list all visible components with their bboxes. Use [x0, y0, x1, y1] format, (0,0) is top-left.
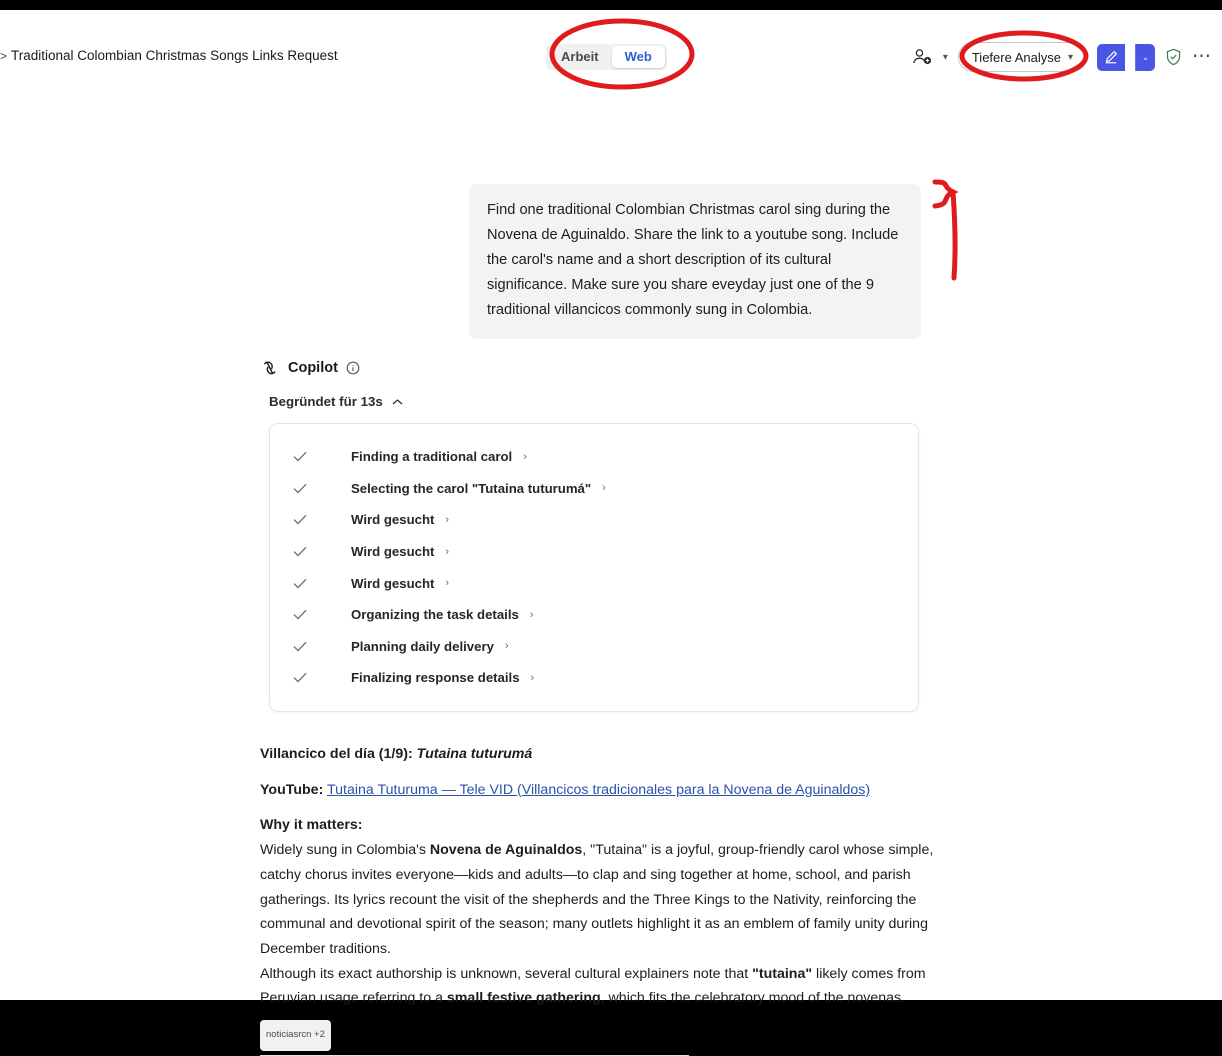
- check-icon: [293, 609, 315, 620]
- p2-part-c: likely comes from Peruvian usage referring to a: [260, 965, 926, 1007]
- top-bar-tools: [911, 42, 1212, 72]
- check-icon: [293, 672, 315, 683]
- breadcrumb[interactable]: [0, 48, 338, 63]
- info-icon[interactable]: [346, 361, 360, 375]
- chevron-right-icon: ›: [445, 545, 450, 558]
- tools-chevron-icon: ▾: [942, 51, 948, 63]
- p2-part-a: Although its exact authorship is unknown, several cultural explainers note that: [260, 965, 753, 982]
- chevron-right-icon: ›: [529, 608, 534, 621]
- reasoning-step[interactable]: [270, 536, 918, 568]
- reasoning-step[interactable]: [270, 662, 918, 694]
- check-icon: [293, 578, 315, 589]
- p1-part-c: , "Tutaina" is a joyful, group-friendly carol whose simple, catchy chorus invites everyone—kids and adults—to clap and sing together at home, school, and parish gatherings. Its lyrics recount the visit of the shepherds and the Three Kings to the Nativity, reinforcing the communal and devotional spirit of the season; many outlets highlight it as an emblem of family unity during December traditions.: [260, 842, 934, 957]
- citation-badge[interactable]: noticiasrcn +2: [260, 1020, 331, 1051]
- youtube-label: YouTube:: [260, 781, 324, 798]
- breadcrumb-chevron-icon: >: [0, 48, 8, 63]
- top-bar: [0, 10, 1222, 72]
- reasoning-step-label: Wird gesucht: [351, 544, 435, 560]
- answer-heading: [260, 742, 935, 767]
- annotation-brace: [925, 120, 975, 285]
- answer-heading-prefix: Villancico del día (1/9):: [260, 746, 413, 762]
- assistant-header: [260, 358, 360, 378]
- more-options-button[interactable]: ⋯: [1192, 46, 1212, 67]
- reasoning-step[interactable]: [270, 504, 918, 536]
- mode-segmented-control[interactable]: [546, 44, 667, 70]
- reasoning-step-label: Finding a traditional carol: [351, 449, 513, 465]
- reasoning-step-label: Planning daily delivery: [351, 638, 494, 654]
- reasoning-step-label: Wird gesucht: [351, 512, 435, 528]
- compose-button[interactable]: [1097, 44, 1125, 71]
- check-icon: [293, 514, 315, 525]
- chevron-right-icon: ›: [445, 577, 450, 590]
- copilot-logo-icon: [260, 358, 280, 378]
- reasoning-step-label: Selecting the carol "Tutaina tuturumá": [351, 480, 592, 496]
- reasoning-step[interactable]: [270, 567, 918, 599]
- shield-icon[interactable]: [1165, 48, 1182, 66]
- tab-web[interactable]: Web: [612, 46, 665, 68]
- chevron-up-icon: [392, 394, 403, 409]
- p2-part-b: "tutaina": [752, 965, 813, 982]
- compose-dropdown-caret[interactable]: ⌄: [1135, 44, 1155, 71]
- reasoning-step[interactable]: [270, 473, 918, 505]
- breadcrumb-label: Traditional Colombian Christmas Songs Links Request: [11, 48, 338, 63]
- model-selector[interactable]: [958, 42, 1087, 72]
- chevron-right-icon: ›: [602, 482, 606, 495]
- youtube-link[interactable]: Tutaina Tuturuma — Tele VID (Villancicos tradicionales para la Novena de Aguinaldos): [327, 781, 871, 798]
- chevron-right-icon: ›: [504, 640, 509, 653]
- assistant-name: Copilot: [288, 360, 338, 376]
- model-selector-label: Tiefere Analyse: [971, 49, 1061, 65]
- p2-part-e: , which fits the celebratory mood of the novenas.: [600, 990, 906, 1007]
- reasoning-toggle[interactable]: [269, 394, 403, 409]
- reasoning-step[interactable]: [270, 631, 918, 663]
- assistant-answer: [260, 742, 935, 1051]
- tab-arbeit[interactable]: Arbeit: [561, 49, 599, 64]
- chevron-right-icon: ›: [530, 671, 535, 684]
- check-icon: [293, 483, 315, 494]
- chevron-down-icon: ▾: [1067, 51, 1073, 63]
- reasoning-step-label: Wird gesucht: [351, 575, 435, 591]
- chevron-right-icon: ›: [445, 513, 450, 526]
- reasoning-step-label: Finalizing response details: [351, 670, 520, 686]
- reasoning-step[interactable]: [270, 599, 918, 631]
- reasoning-step-label: Organizing the task details: [351, 607, 519, 623]
- people-add-icon[interactable]: [911, 46, 933, 68]
- p2-part-d: small festive gathering: [446, 990, 601, 1007]
- check-icon: [293, 641, 315, 652]
- answer-youtube-row: [260, 778, 935, 803]
- answer-paragraph-1: [260, 838, 935, 962]
- user-message-bubble: Find one traditional Colombian Christmas carol sing during the Novena de Aguinaldo. Share the link to a youtube song. Include the carol's name and a short description of its cultural significance. Make sure you share eveyday just one of the 9 traditional villancicos commonly sung in Colombia.: [469, 184, 921, 339]
- check-icon: [293, 546, 315, 557]
- reasoning-step[interactable]: [270, 441, 918, 473]
- answer-heading-title: Tutaina tuturumá: [416, 746, 533, 762]
- why-it-matters-label: Why it matters:: [260, 817, 363, 834]
- check-icon: [293, 451, 315, 462]
- app-window: [0, 10, 1222, 1041]
- p1-part-a: Widely sung in Colombia's: [260, 842, 430, 859]
- answer-paragraph-2: [260, 962, 935, 1011]
- reasoning-steps-card: [269, 423, 919, 712]
- chevron-right-icon: ›: [523, 450, 527, 463]
- reasoning-label: Begründet für 13s: [269, 394, 383, 409]
- p1-part-b: Novena de Aguinaldos: [429, 842, 583, 859]
